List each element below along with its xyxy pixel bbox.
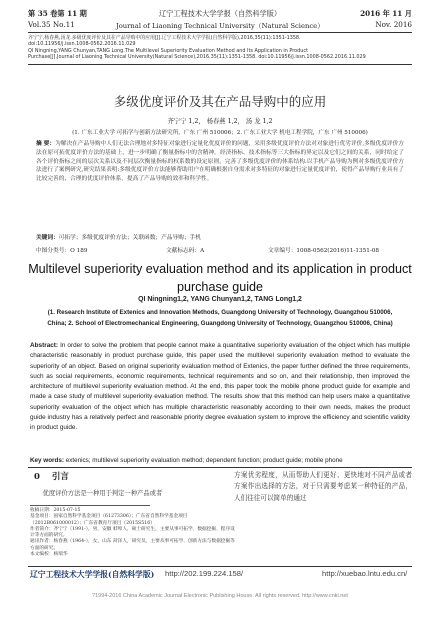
clc-number: 中图分类号：O 189 (36, 248, 88, 254)
authors-en: QI Ningning1,2, YANG Chunyan1,2, TANG Long1,2 (138, 296, 302, 303)
page-footer (0, 569, 440, 587)
citation-line: Purchase[J].Journal of Liaoning Technical University(Natural Science),2016,35(11):1351-1358. doi:10.11956/j.issn.1008-0562.2016.11.029 (28, 54, 366, 61)
footnote-corresponding: 通讯作者：杨春燕（1964-），女，山东 菏泽人，研究员，主要从事可拓学、创新方法与数据挖掘等方面的研究。 (30, 539, 235, 551)
footnote-received: 收稿日期：2015-07-15 (30, 508, 81, 513)
keywords-cn-text: 可拓学；多级优度评价方法；关联函数；产品导购；手机 (58, 235, 201, 241)
date-cn: 2016 年 11 月 (360, 9, 412, 18)
footer-url-link[interactable]: http://xuebao.lntu.edu.cn/ (322, 569, 408, 578)
citation-line: QI Ningning,YANG Chunyan,TANG Long.The Multilevel Superiority Evaluation Method and Its Application in Product (28, 47, 308, 54)
title-en: Multilevel superiority evaluation method and its application in product purchase guide (28, 262, 412, 294)
footer-url-link[interactable]: http://202.199.224.158/ (165, 569, 244, 578)
body-paragraph: 方案优劣程度，从而帮助人们更好、更快地对不同产品或者方案作出选择的方法，对于只需要考虑某一种特征的产品，人们往往可以简单的通过 (234, 471, 412, 502)
keywords-en (30, 457, 410, 464)
volume-en: Vol.35 No.11 (28, 20, 75, 29)
section-heading (34, 470, 210, 482)
abstract-cn-text: 为解决在产品导购中人们无法合理地对多特征对象进行定量化优度评价的问题，采用多级优度评价方法对对象进行优劣评价,多级优度评价方法在原可拓优度评价方法的基础上，进一步明确了衡量指标中的含精神。经济指标、技术指标等三大指标的界定以及它们之间的关系，同时给定了各个评价指标之间的层次关系以及不同层次衡量指标的权系数的设定原则，完善了多级优度评价的体系结构.以手机产品导购为例对多级优度评价方法进行了案例研究,研究结果表明:多级优度评价方法能够帮助用户在明确根据自身需求对多特征的对象进行定量优度评价，使得产品导购行业具有了比较完善的、合理的优度评价体系，提高了产品导购的效率和科学性。 (36, 141, 404, 183)
body-left-column (30, 470, 210, 500)
abstract-en-label: Abstract: (30, 342, 59, 349)
copyright-notice: ?1994-2016 China Academic Journal Electronic Publishing House. All rights reserved. http://www.cnki.net (92, 593, 348, 599)
footer-rule (28, 566, 412, 567)
article-number: 文章编号：1008-0562(2016)11-1351-08 (268, 248, 380, 254)
keywords-cn (36, 232, 404, 241)
footer-journal-brand: 辽宁工程技术大学学报(自然科学版) (30, 570, 155, 579)
keywords-cn-label: 关键词： (36, 235, 59, 241)
keywords-en-label: Key words: (30, 457, 64, 464)
citation-rule (28, 64, 412, 65)
document-code: 文献标志码：A (166, 248, 205, 254)
citation-line: doi:10.11956/j.issn.1008-0562.2016.11.029 (28, 41, 136, 48)
date-en: Nov. 2016 (375, 20, 412, 29)
body-paragraph: 优度评价方法是一种用于判定一种产品或者 (42, 490, 163, 497)
footnote-fund: 基金项目：国家自然科学基金项目（61273306）；广东省自然科学基金项目（2012B061000012）；广东省教育厅项目（2015S516） (30, 514, 188, 526)
footnote-rule (30, 505, 150, 506)
authors-cn: 齐宁宁 1,2， 杨春燕 1,2， 汤 龙 1,2 (167, 118, 273, 125)
footnote-author: 作者简介：齐宁宁（1991-），男，安徽 蚌埠人，硕士研究生，主要从事可拓学、数据挖掘、程序设计等方面的研究。 (30, 526, 235, 539)
abstract-rule (28, 467, 412, 468)
title-cn: 多级优度评价及其在产品导购中的应用 (113, 94, 327, 109)
header-rule (28, 32, 412, 33)
abstract-cn (36, 140, 404, 184)
footnote-editor: 本文编校：杨瑞华 (30, 552, 68, 558)
affiliation-en: (1. Research Institute of Extenics and Innovation Methods, Guangdong University of Technology, Guangzhou 510006, China; 2. School of Electromechanical Engineering, Guangdong University of Technology, Guangzhou 510006, China) (47, 309, 393, 327)
affiliation-cn: (1. 广东工业大学 可拓学与创新方法研究所，广东 广州 510006；2. 广东工业大学 机电工程学院，广东 广州 510006) (72, 130, 368, 136)
footnotes (30, 508, 235, 558)
section-title: 引言 (51, 472, 69, 482)
journal-name-cn: 辽宁工程技术大学学报（自然科学版） (158, 9, 282, 18)
section-number: 0 (34, 472, 40, 482)
keywords-en-text: extenics; multilevel superiority evaluation method; dependent function; product guide; mobile phone (65, 457, 343, 464)
citation-block (28, 35, 412, 61)
body-right-column (234, 470, 412, 504)
abstract-cn-label: 摘 要： (36, 141, 56, 147)
journal-name-en: Journal of Liaoning Technical University（Natural Science） (115, 22, 325, 30)
citation-line: 齐宁宁,杨春燕,汤龙.多级优度评价及其在产品导购中的应用[J].辽宁工程技术大学学报(自然科学版),2016,35(11):1351-1358. (28, 35, 301, 41)
abstract-en-text: In order to solve the problem that people cannot make a quantitative superiority evaluation of the object which has multiple characteristic reasonably in product purchase guide, this paper used the multilevel superiority evaluation method to evaluate the superiority of an object. Based on original superiority evaluation method of Extenics, the paper further defined the three requirements, such as social requirements, economic requirements, technical requirements and so on, and their relationship, then improved the architecture of multilevel superiority evaluation method. At the end, this paper took the mobile phone product guide for example and made a case study of multilevel superiority evaluation method. The results show that this method can help users make a quantitative superiority evaluation of the object which has multiple characteristic reasonably according to their own needs, makes the product guide industry has a relatively perfect and reasonable priority degree evaluation system to improve the efficiency and scientific validity in product guide. (30, 342, 411, 432)
abstract-en (30, 341, 410, 434)
volume-cn: 第 35 卷第 11 期 (28, 9, 87, 18)
